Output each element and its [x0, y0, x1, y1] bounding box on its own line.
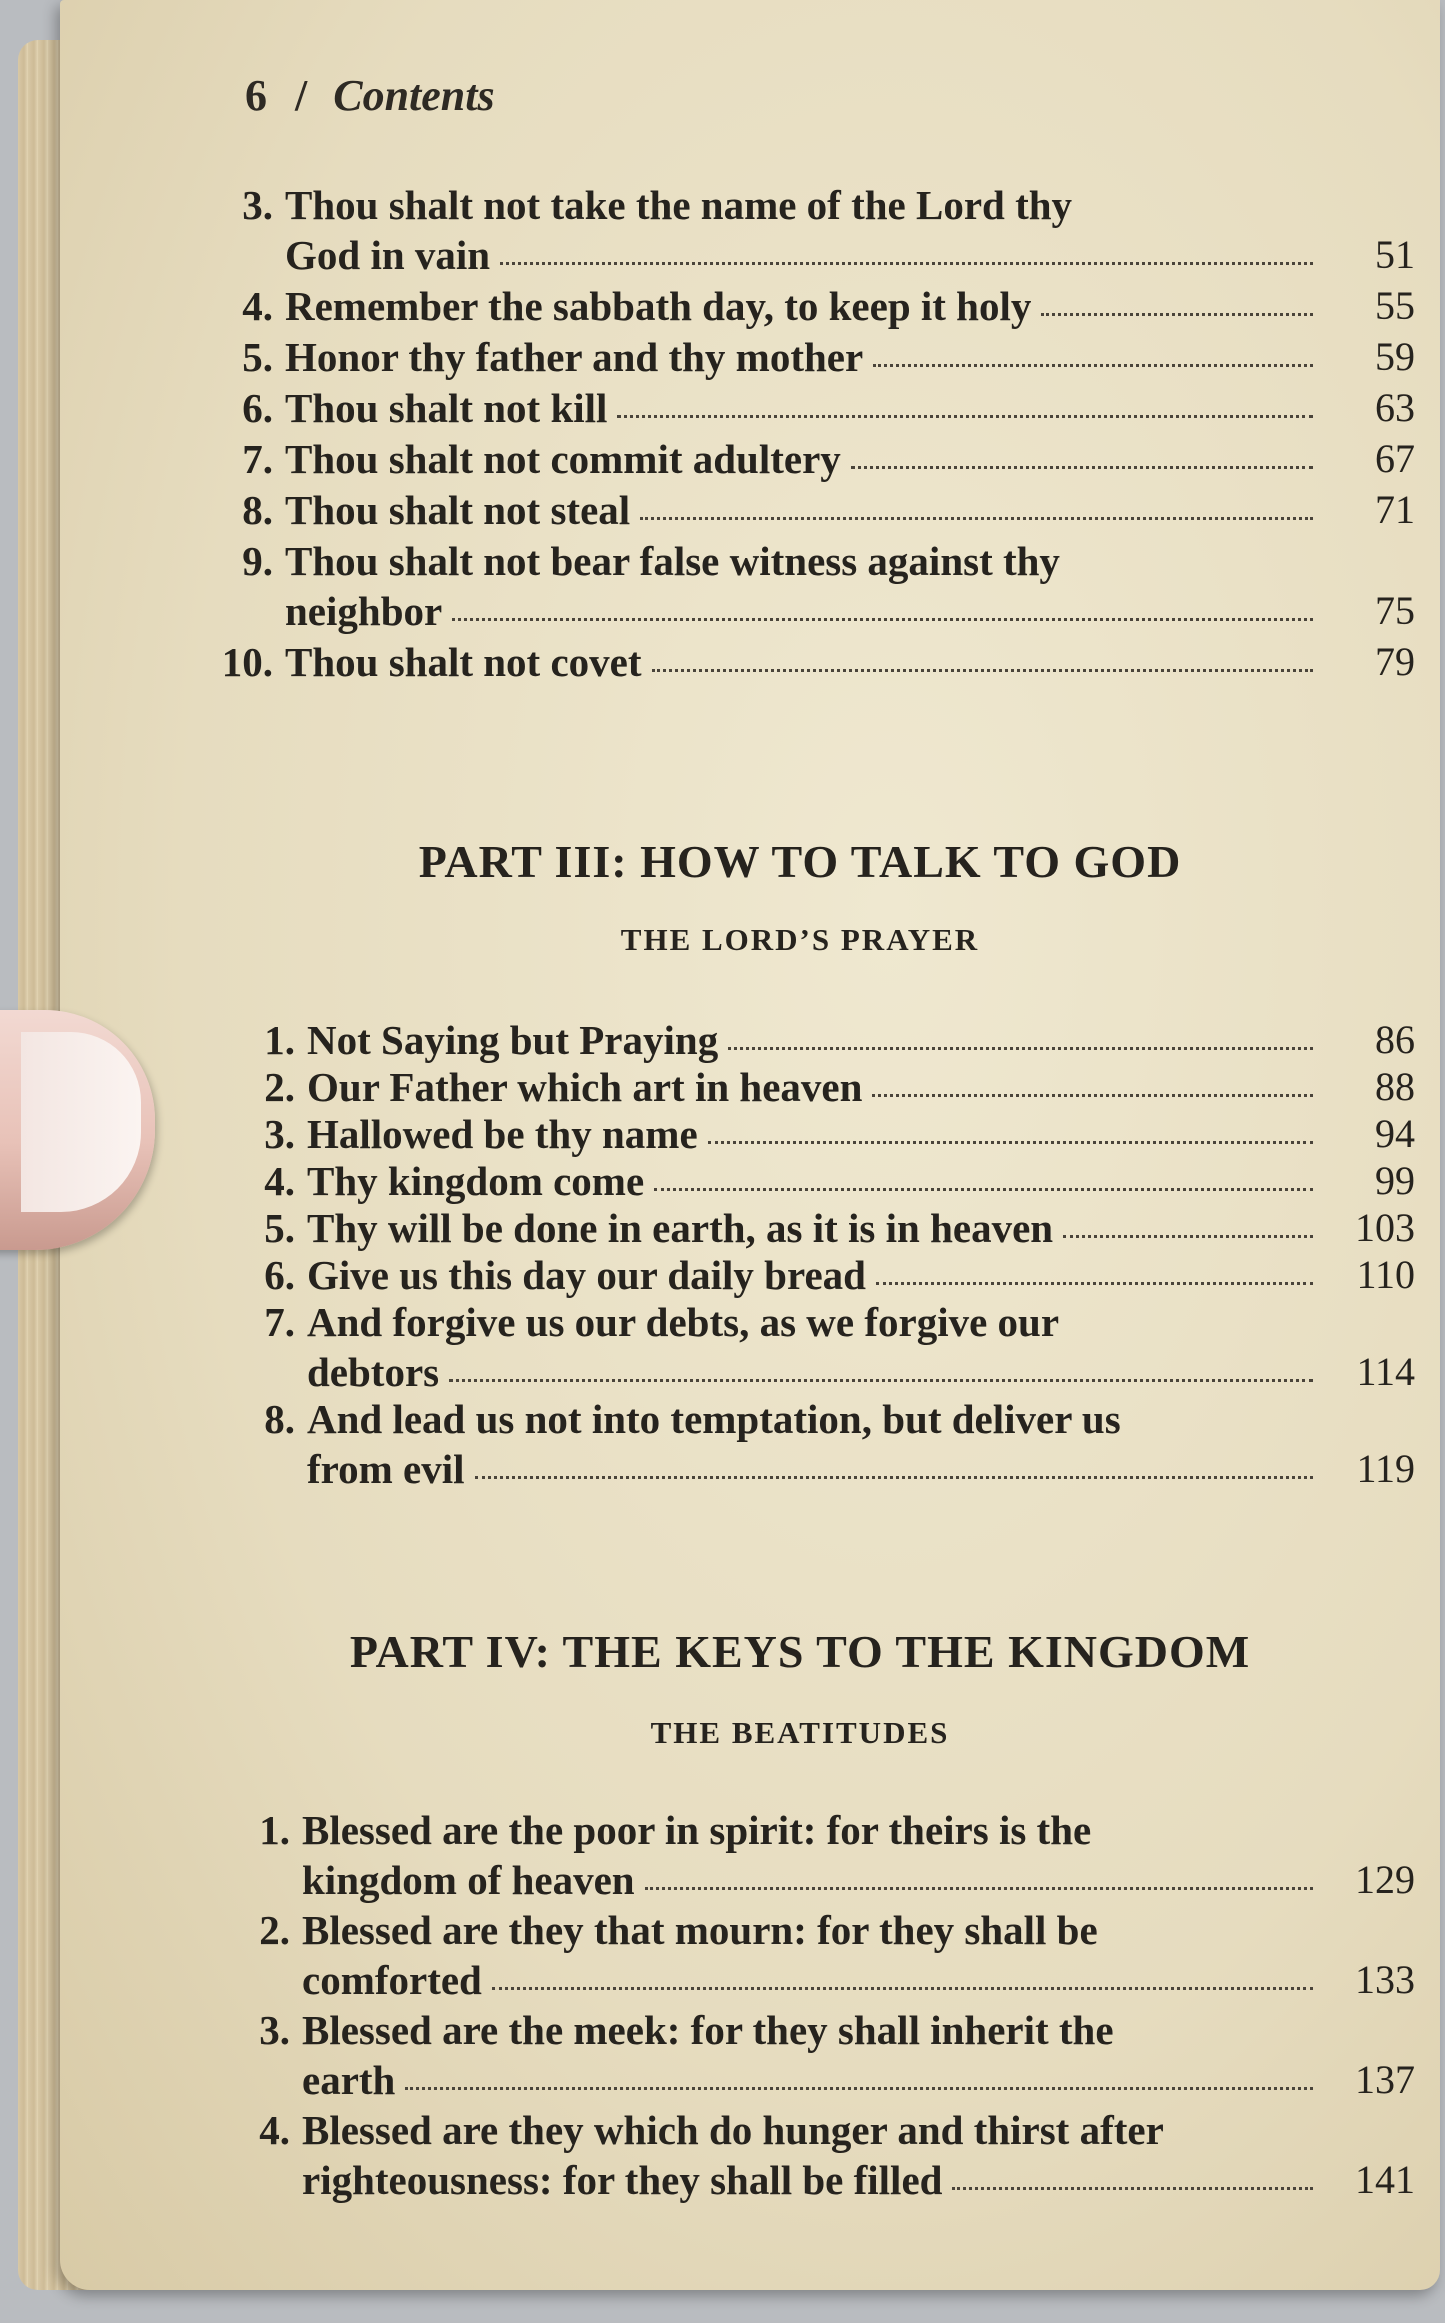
toc-entry	[215, 281, 1415, 331]
entry-title-line	[307, 1347, 1323, 1397]
dot-leader	[728, 1039, 1313, 1050]
entry-number: 4.	[242, 283, 273, 329]
toc-entry	[250, 1905, 1415, 2005]
entry-title-line	[285, 332, 1323, 382]
toc-entry	[215, 536, 1415, 636]
entry-title-line	[307, 1250, 1323, 1300]
entry-title-line	[285, 637, 1323, 687]
entry-title-line	[307, 1297, 1323, 1347]
entry-title-text: righteousness: for they shall be filled	[302, 2157, 943, 2203]
entry-number: 5.	[242, 334, 273, 380]
dot-leader	[500, 254, 1313, 265]
entry-page-number: 63	[1375, 385, 1415, 430]
entry-title-line	[307, 1109, 1323, 1159]
entry-title-text: Our Father which art in heaven	[307, 1064, 863, 1110]
entry-title	[285, 485, 1323, 535]
entry-title-text: And lead us not into temptation, but deliver us	[307, 1396, 1121, 1442]
beatitudes-list	[250, 1805, 1415, 2205]
toc-entry	[255, 1062, 1415, 1112]
entry-title-text: Not Saying but Praying	[307, 1017, 719, 1063]
entry-title-line	[302, 1805, 1323, 1855]
dot-leader	[492, 1979, 1313, 1990]
entry-title-text: comforted	[302, 1957, 482, 2003]
entry-title	[307, 1203, 1323, 1253]
entry-title-line	[302, 2005, 1323, 2055]
toc-entry	[215, 434, 1415, 484]
entry-title-line	[302, 2105, 1323, 2155]
entry-number: 10.	[221, 639, 273, 685]
entry-page-number: 75	[1375, 588, 1415, 633]
entry-title-line	[285, 586, 1323, 636]
entry-number: 7.	[242, 436, 273, 482]
entry-title-text: Thy will be done in earth, as it is in heaven	[307, 1205, 1054, 1251]
entry-page-number: 133	[1355, 1957, 1415, 2002]
toc-entry	[215, 180, 1415, 280]
entry-title	[302, 2105, 1323, 2205]
entry-title	[285, 383, 1323, 433]
header-separator: /	[295, 71, 308, 120]
dot-leader	[1041, 305, 1313, 316]
entry-title-line	[302, 1855, 1323, 1905]
toc-entry	[255, 1297, 1415, 1397]
lords-prayer-subheading: THE LORD’S PRAYER	[620, 922, 980, 957]
entry-title-line	[302, 2155, 1323, 2205]
toc-entry	[250, 1805, 1415, 1905]
entry-title-text: Thou shalt not steal	[285, 487, 631, 533]
entry-title-text: Thou shalt not covet	[285, 639, 642, 685]
entry-page-number: 141	[1355, 2157, 1415, 2202]
entry-title-line	[307, 1015, 1323, 1065]
entry-title-text: Blessed are they which do hunger and thirst after	[302, 2107, 1164, 2153]
entry-page-number: 114	[1356, 1349, 1415, 1394]
dot-leader	[452, 610, 1313, 621]
toc-entry	[255, 1250, 1415, 1300]
entry-title-text: debtors	[307, 1349, 440, 1395]
entry-title-line	[307, 1444, 1323, 1494]
entry-title-line	[307, 1156, 1323, 1206]
entry-title	[302, 1805, 1323, 1905]
entry-title-line	[285, 230, 1323, 280]
entry-title-text: Give us this day our daily bread	[307, 1252, 866, 1298]
toc-entry	[215, 485, 1415, 535]
entry-title	[302, 1905, 1323, 2005]
dot-leader	[640, 509, 1313, 520]
dot-leader	[708, 1133, 1313, 1144]
entry-title-text: Remember the sabbath day, to keep it holy	[285, 283, 1032, 329]
entry-page-number: 71	[1375, 487, 1415, 532]
toc-entry	[250, 2105, 1415, 2205]
entry-title	[285, 281, 1323, 331]
entry-title-line	[285, 536, 1323, 586]
entry-title	[307, 1109, 1323, 1159]
entry-number: 6.	[264, 1252, 295, 1298]
entry-title	[285, 180, 1323, 280]
entry-title-text: Blessed are they that mourn: for they shall be	[302, 1907, 1098, 1953]
entry-number: 4.	[264, 1158, 295, 1204]
toc-entry	[250, 2005, 1415, 2105]
toc-entry	[255, 1015, 1415, 1065]
entry-title-text: Thou shalt not bear false witness against thy	[285, 538, 1060, 584]
entry-page-number: 67	[1375, 436, 1415, 481]
toc-entry	[255, 1109, 1415, 1159]
entry-title-line	[307, 1203, 1323, 1253]
entry-title	[307, 1062, 1323, 1112]
entry-number: 3.	[259, 2007, 290, 2053]
entry-title	[307, 1394, 1323, 1494]
entry-number: 8.	[264, 1396, 295, 1442]
dot-leader	[652, 661, 1313, 672]
entry-title-text: Thy kingdom come	[307, 1158, 645, 1204]
beatitudes-subheading: THE BEATITUDES	[650, 1715, 950, 1750]
entry-title	[307, 1250, 1323, 1300]
entry-page-number: 110	[1356, 1252, 1415, 1297]
entry-page-number: 129	[1355, 1857, 1415, 1902]
entry-number: 4.	[259, 2107, 290, 2153]
entry-page-number: 59	[1375, 334, 1415, 379]
entry-title-line	[307, 1062, 1323, 1112]
entry-number: 3.	[264, 1111, 295, 1157]
entry-title	[285, 332, 1323, 382]
entry-title-text: Thou shalt not take the name of the Lord thy	[285, 182, 1073, 228]
dot-leader	[654, 1180, 1313, 1191]
entry-title-line	[285, 485, 1323, 535]
toc-entry	[255, 1203, 1415, 1253]
toc-entry	[255, 1156, 1415, 1206]
entry-title-text: God in vain	[285, 232, 491, 278]
entry-number: 2.	[264, 1064, 295, 1110]
entry-title	[307, 1015, 1323, 1065]
dot-leader	[952, 2179, 1313, 2190]
entry-title-line	[302, 1905, 1323, 1955]
entry-title	[307, 1156, 1323, 1206]
entry-page-number: 55	[1375, 283, 1415, 328]
dot-leader	[851, 458, 1313, 469]
dot-leader	[645, 1879, 1313, 1890]
entry-page-number: 119	[1356, 1446, 1415, 1491]
entry-page-number: 51	[1375, 232, 1415, 277]
dot-leader	[475, 1468, 1314, 1479]
entry-page-number: 86	[1375, 1017, 1415, 1062]
book-page	[60, 0, 1440, 2290]
entry-title-text: Hallowed be thy name	[307, 1111, 698, 1157]
entry-title-text: Thou shalt not kill	[285, 385, 608, 431]
running-head	[245, 70, 495, 121]
toc-entries	[255, 1015, 1415, 1494]
dot-leader	[876, 1274, 1313, 1285]
toc-entry	[255, 1394, 1415, 1494]
toc-entries	[250, 1805, 1415, 2205]
entry-title-text: Thou shalt not commit adultery	[285, 436, 841, 482]
running-title: Contents	[333, 71, 495, 120]
entry-page-number: 79	[1375, 639, 1415, 684]
entry-number: 1.	[264, 1017, 295, 1063]
entry-title	[302, 2005, 1323, 2105]
dot-leader	[1063, 1227, 1313, 1238]
page-number: 6	[245, 71, 267, 120]
entry-title-line	[285, 383, 1323, 433]
entry-page-number: 99	[1375, 1158, 1415, 1203]
entry-title-text: kingdom of heaven	[302, 1857, 635, 1903]
dot-leader	[405, 2079, 1313, 2090]
entry-title-text: And forgive us our debts, as we forgive our	[307, 1299, 1060, 1345]
entry-number: 2.	[259, 1907, 290, 1953]
entry-page-number: 88	[1375, 1064, 1415, 1109]
toc-entries	[215, 180, 1415, 687]
entry-title-text: Honor thy father and thy mother	[285, 334, 864, 380]
dot-leader	[873, 356, 1313, 367]
entry-title	[285, 637, 1323, 687]
entry-number: 7.	[264, 1299, 295, 1345]
entry-title-line	[302, 1955, 1323, 2005]
entry-title-text: Blessed are the meek: for they shall inherit the	[302, 2007, 1114, 2053]
part-iii-heading: PART III: HOW TO TALK TO GOD	[418, 836, 1182, 887]
entry-title-text: earth	[302, 2057, 396, 2103]
entry-number: 8.	[242, 487, 273, 533]
entry-number: 6.	[242, 385, 273, 431]
entry-page-number: 103	[1355, 1205, 1415, 1250]
entry-title	[285, 434, 1323, 484]
entry-number: 1.	[259, 1807, 290, 1853]
entry-number: 5.	[264, 1205, 295, 1251]
toc-entry	[215, 383, 1415, 433]
entry-title	[307, 1297, 1323, 1397]
entry-title-text: Blessed are the poor in spirit: for theirs is the	[302, 1807, 1092, 1853]
entry-title-text: neighbor	[285, 588, 443, 634]
toc-entry	[215, 332, 1415, 382]
dot-leader	[617, 407, 1313, 418]
commandments-list	[215, 180, 1415, 688]
entry-title-text: from evil	[307, 1446, 465, 1492]
entry-page-number: 137	[1355, 2057, 1415, 2102]
entry-title	[285, 536, 1323, 636]
dot-leader	[449, 1371, 1313, 1382]
entry-title-line	[307, 1394, 1323, 1444]
entry-page-number: 94	[1375, 1111, 1415, 1156]
thumbnail-nail	[21, 1032, 141, 1212]
toc-entry	[215, 637, 1415, 687]
entry-number: 9.	[242, 538, 273, 584]
part-iv-heading: PART IV: THE KEYS TO THE KINGDOM	[349, 1626, 1251, 1677]
lords-prayer-list	[255, 1015, 1415, 1491]
dot-leader	[872, 1086, 1313, 1097]
entry-number: 3.	[242, 182, 273, 228]
entry-title-line	[302, 2055, 1323, 2105]
entry-title-line	[285, 434, 1323, 484]
entry-title-line	[285, 281, 1323, 331]
entry-title-line	[285, 180, 1323, 230]
